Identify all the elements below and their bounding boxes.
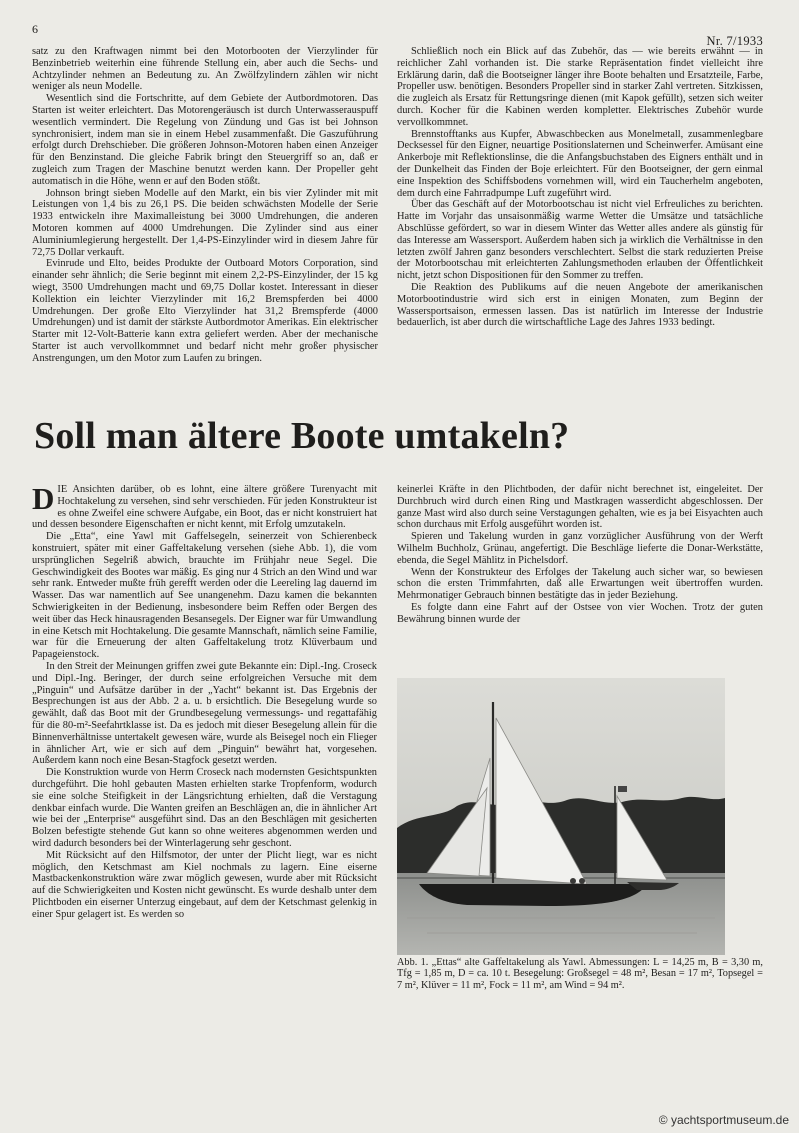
intro-text: IE Ansichten darüber, ob es lohnt, eine ältere größere Turenyacht mit Hochtakelung zu versehen, sind sehr verschieden. Für jeden Konstrukteur ist es ohne Zweifel eine schwere Aufgabe, ein Boot, das er nicht konstruiert hat und dessen besondere Eigenschaften er nicht kennt, mit Erfolg umzutakeln.	[32, 484, 377, 531]
article-title: Soll man ältere Boote umtakeln?	[34, 415, 570, 457]
column-article-left	[32, 484, 377, 1032]
paragraph: Über das Geschäft auf der Motorbootschau ist nicht viel Erfreuliches zu berichten. Hatte im Vorjahr das unsaisonmäßig warme Wetter die Umsätze und tatsächliche Abschlüsse gefördert, so war in diesem Winter das Wetter alles andere als günstig für das Interesse am Wassersport. Außerdem haben sich ja wirklich die Verhältnisse in den letzten zwölf Jahren ganz besonders verschlechtert. Selbst die stark reduzierten Preise der Motorbootschau mit erleichterten Zahlungsmethoden erlauben der Öffentlichkeit nicht, jetzt schon Dispositionen für den Sommer zu treffen.	[397, 199, 763, 282]
column-top-right	[397, 46, 763, 414]
paragraph: Wenn der Konstrukteur des Erfolges der Takelung auch sicher war, so bewiesen schon die ersten Trimmfahrten, daß alle Erwartungen weit übertroffen wurden. Mehrmonatiger Gebrauch binnen bestätigte das in jeder Beziehung.	[397, 566, 763, 602]
paragraph: Evinrude und Elto, beides Produkte der Outboard Motors Corporation, sind einander sehr ähnlich; die Serie beginnt mit einem 2,2-PS-Einzylinder, der 15 kg wiegt, 3500 Umdrehungen macht und 69,75 Dollar kostet. Interessant in dieser Kollektion ein leichter Vierzylinder mit 16,2 Bremspferden bei 4000 Umdrehungen. Der große Elto Vierzylinder hat 31,2 Bremspferde (4000 Umdrehungen) und ist damit der stärkste Autbordmotor Amerikas. Ein elektrischer Starter mit 12-Volt-Batterie kann extra geliefert werden. Aber der mechanische Starter ist auch vervollkommnet und bedarf nicht mehr großer physischer Anstrengungen, um den Motor zum Laufen zu bringen.	[32, 258, 378, 364]
paragraph: Die Konstruktion wurde von Herrn Croseck nach modernsten Gesichtspunkten durchgeführt. Die hohl gebauten Masten erhielten starke Tropfenform, wodurch sie eine solche Steifigkeit in der Längsrichtung erhielten, daß die Verstagung denkbar einfach wurde. Die Wanten greifen an Beschlägen an, die in ähnlicher Art wie bei der „Enterprise“ ausgeführt sind. Das an den Beschlägen mit gesicherten Bolzen befestigte stehende Gut kann so ohne weiteres abgenommen werden und wird dadurch besonders bei der Winterlagerung sehr geschont.	[32, 767, 377, 849]
flag	[618, 786, 627, 792]
paragraph: keinerlei Kräfte in den Plichtboden, der dafür nicht berechnet ist, eingeleitet. Der Durchbruch wird durch einen Ring und Mastkragen wasserdicht abgeschlossen. Der ganze Mast wird also durch seine Verstagungen gehalten, wie es ja bei Eisyachten auch schon durchaus mit Erfolg ausgeführt worden ist.	[397, 484, 763, 531]
drop-cap: D	[32, 484, 55, 516]
paragraph: In den Streit der Meinungen griffen zwei gute Bekannte ein: Dipl.-Ing. Croseck und Dipl.-Ing. Beringer, der durch seine erfolgreichen Versuche mit dem „Pinguin“ und Aufsätze darüber in der „Yacht“ bekannt ist. Das Ergebnis der Besprechungen ist aus der Abb. 2 a. u. b ersichtlich. Die Besegelung wurde so gewählt, daß das Boot mit der Grundbesegelung vermessungs- und regattafähig für die 80-m²-Seefahrtklasse ist. Da es jedoch mit dieser Besegelung allein für die Binnenverhältnisse untertakelt gewesen wäre, wurde als Beisegel noch ein Flieger in ähnlicher Art, wie er sich auf dem „Pinguin“ bewährt hat, vorgesehen. Außerdem kann noch eine Besan-Stagfock gesetzt werden.	[32, 660, 377, 767]
watermark: © yachtsportmuseum.de	[658, 1113, 789, 1127]
paragraph: Spieren und Takelung wurden in ganz vorzüglicher Ausführung von der Werft Wilhelm Buchholz, Grünau, angefertigt. Die Beschläge lieferte die Donar-Werkstätte, ebenda, die Segel Mählitz in Pichelsdorf.	[397, 531, 763, 566]
paragraph: Die Reaktion des Publikums auf die neuen Angebote der amerikanischen Motorbootindustrie wird sich erst in einigen Monaten, zum Beginn der Wassersportsaison, ermessen lassen. Das ist natürlich im Interesse der Industrie bedauerlich, ist aber durch die wirtschaftliche Lage des Jahres 1933 bedingt.	[397, 281, 763, 329]
paragraph: Mit Rücksicht auf den Hilfsmotor, der unter der Plicht liegt, war es nicht möglich, den Ketschmast am Kiel nochmals zu lagern. Eine eiserne Mastbackenkonstruktion wäre zwar möglich gewesen, wurde aber mit Rücksicht auf die Schwierigkeiten und Kosten nicht gewünscht. Es wurde deshalb unter dem Plichtboden ein eiserner Unterzug eingebaut, auf dem der Ketschmast gelenkig in einer Spur gelagert ist. Es werden so	[32, 849, 377, 920]
paragraph: Die „Etta“, eine Yawl mit Gaffelsegeln, seinerzeit von Schierenbeck konstruiert, später mit einer Gaffeltakelung versehen (siehe Abb. 1), die vom ursprünglichen Segelriß abwich, brauchte im Frühjahr neue Segel. Die Geschwindigkeit des Bootes war mäßig. Es ging nur 4 Strich an den Wind und war sehr rank. Entweder mußte früh gerefft werden oder die Leereling lag dauernd im Wasser. Das war namentlich auf See unangenehm. Dazu kamen die bekannten Schwierigkeiten in der Bedienung, insbesondere beim Reffen oder Bergen des weit über das Heck hinausragenden Besansegels. Der Eigner war für Umwandlung in eine Ketsch mit Hochtakelung. Die gesamte Mannschaft, nämlich seine Familie, war für die Erneuerung der alten Gaffeltakelung trotz Klüverbaum und Papageienstock.	[32, 531, 377, 661]
paragraph: Schließlich noch ein Blick auf das Zubehör, das — wie bereits erwähnt — in reichlicher Zahl vorhanden ist. Die starke Repräsentation findet vielleicht ihre Erklärung darin, daß die Bootseigner länger ihre Boote behalten und Ersatzteile, Farbe, Propeller usw. benötigen. Besonders Propeller sind in starker Zahl vertreten. Sitzkissen, die zugleich als Ersatz für Rettungsringe dienen (mit Kapok gefüllt), setzen sich weiter durch. Kocher für die Kabinen werden kompletter. Elektrisches Zubehör wurde vervollkommnet.	[397, 46, 763, 128]
paragraph: satz zu den Kraftwagen nimmt bei den Motorbooten der Vierzylinder für Benzinbetrieb weiterhin eine führende Stellung ein, aber auch die Sechs- und Achtzylinder nehmen an Bedeutung zu. An Zwölfzylindern zählen wir nicht weniger als neun Modelle.	[32, 46, 378, 93]
paragraph: Johnson bringt sieben Modelle auf den Markt, ein bis vier Zylinder mit mit Leistungen von 1,4 bis zu 26,1 PS. Die beiden schwächsten Modelle der Serie 1933 entwickeln ihre Maximalleistung bei 3000 Umdrehungen, die anderen Motoren kommen auf 4000 Umdrehungen. Die Zylinder sind aus einer Aluminiumlegierung hergestellt. Der 1,4-PS-Einzylinder wird in diesem Jahre für 72,75 Dollar verkauft.	[32, 187, 378, 258]
paragraph: Wesentlich sind die Fortschritte, auf dem Gebiete der Autbordmotoren. Das Starten ist weiter erleichtert. Das Motorengeräusch ist durch Unterwasserauspuff wesentlich vermindert. Die Regelung von Zündung und Gas ist bei Johnson synchronisiert, indem man sie in einem Hebel zusammenfaßt. Die Gaszuführung erfolgt durch Drehschieber. Die größeren Johnson-Motoren haben einen Anzeiger für den Benzinstand. Die gleiche Fabrik bringt den Steuergriff so an, daß er zugleich zum Tragen der Maschine benutzt werden kann. Der Propeller geht automatisch in die Höhe, wenn er auf den Boden stößt.	[32, 93, 378, 187]
sailboat-illustration	[397, 678, 725, 955]
page-number: 6	[32, 22, 38, 36]
issue-number: Nr. 7/1933	[706, 34, 763, 48]
photo-caption: Abb. 1. „Ettas“ alte Gaffeltakelung als Yawl. Abmessungen: L = 14,25 m, B = 3,30 m, Tfg = 1,85 m, D = ca. 10 t. Besegelung: Großsegel = 48 m², Besan = 17 m², Topsegel = 7 m², Klüver = 11 m², Fock = 11 m², am Wind = 94 m².	[397, 957, 763, 991]
paragraph: Es folgte dann eine Fahrt auf der Ostsee von vier Wochen. Trotz der guten Bewährung binnen wurde der	[397, 601, 763, 625]
paragraph: Brennstofftanks aus Kupfer, Abwaschbecken aus Monelmetall, zusammenlegbare Decksessel für den Eigner, neuartige Positionslaternen und Scheinwerfer. Amüsant eine Ankerboje mit Reflektionslinse, die die Anfangsbuchstaben des Eigners enthält und in der Dunkelheit das Finden der Boje erleichtert. Für den Bootseigner, der gern einmal eine Inspektion des Schiffsbodens vornehmen will, wird ein Taucherhelm angeboten, dem durch eine Fahrradpumpe Luft zugeführt wird.	[397, 128, 763, 199]
article-intro	[32, 484, 377, 531]
yawl-photo	[397, 678, 725, 955]
column-article-right	[397, 484, 763, 664]
column-top-left	[32, 46, 378, 414]
